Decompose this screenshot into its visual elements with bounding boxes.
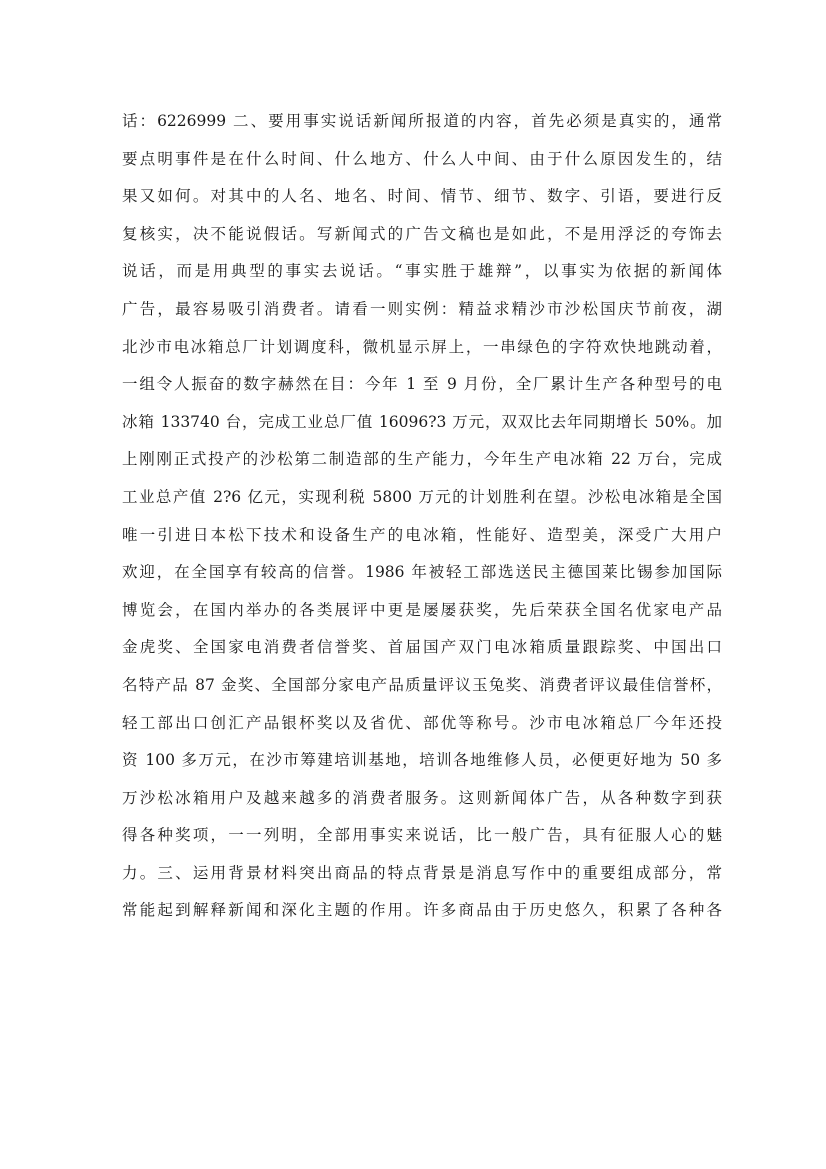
text-line: 金虎奖、全国家电消费者信誉奖、首届国产双门电冰箱质量跟踪奖、中国出口	[122, 638, 722, 657]
text-line: 力。三、运用背景材料突出商品的特点背景是消息写作中的重要组成部分，常	[122, 863, 722, 882]
text-line: 资 100 多万元，在沙市筹建培训基地，培训各地维修人员，必便更好地为 50 多	[122, 751, 722, 770]
text-line: 欢迎，在全国享有较高的信誉。1986 年被轻工部选送民主德国莱比锡参加国际	[122, 563, 722, 582]
text-line: 轻工部出口创汇产品银杯奖以及省优、部优等称号。沙市电冰箱总厂今年还投	[122, 713, 722, 732]
text-line: 博览会，在国内举办的各类展评中更是屡屡获奖，先后荣获全国名优家电产品	[122, 600, 722, 619]
text-line: 复核实，决不能说假话。写新闻式的广告文稿也是如此，不是用浮泛的夸饰去	[122, 224, 722, 243]
text-line: 果又如何。对其中的人名、地名、时间、情节、细节、数字、引语，要进行反	[122, 187, 722, 206]
text-line: 一组令人振奋的数字赫然在目：今年 1 至 9 月份，全厂累计生产各种型号的电	[122, 375, 722, 394]
text-line: 常能起到解释新闻和深化主题的作用。许多商品由于历史悠久，积累了各种各	[122, 901, 722, 920]
text-line: 得各种奖项，一一列明，全部用事实来说话，比一般广告，具有征服人心的魅	[122, 826, 722, 845]
text-line: 北沙市电冰箱总厂计划调度科，微机显示屏上，一串绿色的字符欢快地跳动着，	[122, 337, 722, 356]
text-line: 名特产品 87 金奖、全国部分家电产品质量评议玉兔奖、消费者评议最佳信誉杯，	[122, 675, 722, 694]
text-line: 话：6226999 二、要用事实说话新闻所报道的内容，首先必须是真实的，通常	[122, 112, 722, 130]
text-line: 要点明事件是在什么时间、什么地方、什么人中间、由于什么原因发生的，结	[122, 149, 722, 168]
text-line: 说话，而是用典型的事实去说话。“事实胜于雄辩”，以事实为依据的新闻体	[122, 262, 722, 281]
text-line: 工业总产值 2?6 亿元，实现利税 5800 万元的计划胜利在望。沙松电冰箱是全国	[122, 487, 722, 506]
text-line: 上刚刚正式投产的沙松第二制造部的生产能力，今年生产电冰箱 22 万台，完成	[122, 450, 722, 469]
text-line: 万沙松冰箱用户及越来越多的消费者服务。这则新闻体广告，从各种数字到获	[122, 788, 722, 807]
text-line: 广告，最容易吸引消费者。请看一则实例：精益求精沙市沙松国庆节前夜，湖	[122, 299, 722, 318]
body-text	[122, 103, 722, 930]
text-line: 冰箱 133740 台，完成工业总厂值 16096?3 万元，双双比去年同期增长 50%。加	[122, 412, 722, 431]
text-line: 唯一引进日本松下技术和设备生产的电冰箱，性能好、造型美，深受广大用户	[122, 525, 722, 544]
